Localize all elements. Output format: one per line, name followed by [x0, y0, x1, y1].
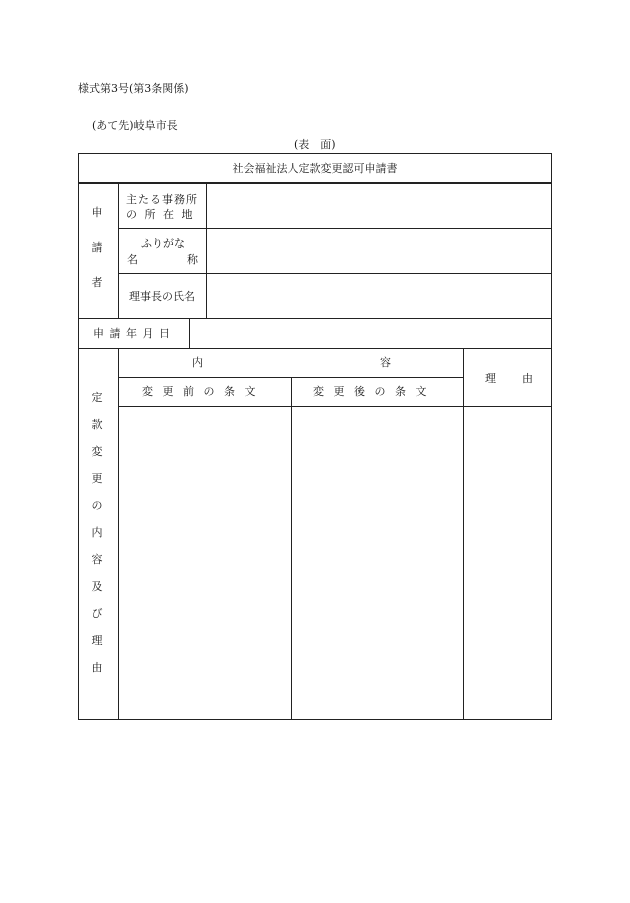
amendment-divider-h1	[118, 377, 463, 378]
after-text-label: 変 更 後 の 条 文	[313, 385, 430, 398]
content-label-left: 内	[192, 356, 203, 369]
name-label-right: 称	[187, 253, 198, 266]
reason-label-left: 理	[485, 372, 496, 385]
applicant-divider-v2	[206, 184, 207, 318]
amendment-divider-v1	[118, 348, 119, 720]
title-divider	[78, 182, 552, 184]
content-label-right: 容	[380, 356, 391, 369]
application-date-label: 申 請 年 月 日	[93, 327, 171, 340]
chairman-name-field[interactable]	[212, 289, 546, 305]
date-divider-h	[78, 348, 552, 349]
amendment-divider-v3	[463, 348, 464, 720]
before-text-field[interactable]	[124, 412, 286, 714]
addressee: (あて先)岐阜市長	[92, 119, 178, 132]
application-date-field[interactable]	[196, 326, 546, 342]
after-text-field[interactable]	[297, 412, 457, 714]
applicant-side-heading: 申 請 者	[91, 206, 103, 289]
office-address-field[interactable]	[212, 199, 546, 215]
corporation-name-field[interactable]	[212, 244, 546, 260]
side-label: (表 面)	[294, 138, 336, 151]
office-label-line2: の 所 在 地	[126, 208, 195, 221]
before-text-label: 変 更 前 の 条 文	[142, 385, 259, 398]
form-number: 様式第3号(第3条関係)	[78, 82, 189, 95]
reason-label-right: 由	[522, 372, 533, 385]
chairman-label: 理事長の氏名	[129, 290, 195, 303]
amendment-side-heading: 定 款 変 更 の 内 容 及 び 理 由	[91, 391, 103, 674]
applicant-divider-h2	[118, 273, 552, 274]
date-divider-v	[189, 318, 190, 348]
applicant-divider-h1	[118, 228, 552, 229]
office-label-line1: 主たる事務所	[126, 193, 198, 206]
form-title: 社会福祉法人定款変更認可申請書	[232, 162, 398, 175]
reason-text-field[interactable]	[469, 412, 546, 714]
applicant-divider-h3	[78, 318, 552, 319]
name-label-left: 名	[127, 253, 138, 266]
applicant-divider-v1	[118, 184, 119, 318]
amendment-divider-v2	[291, 377, 292, 720]
furigana-label: ふりがな	[141, 237, 185, 250]
amendment-divider-h2	[118, 406, 552, 407]
